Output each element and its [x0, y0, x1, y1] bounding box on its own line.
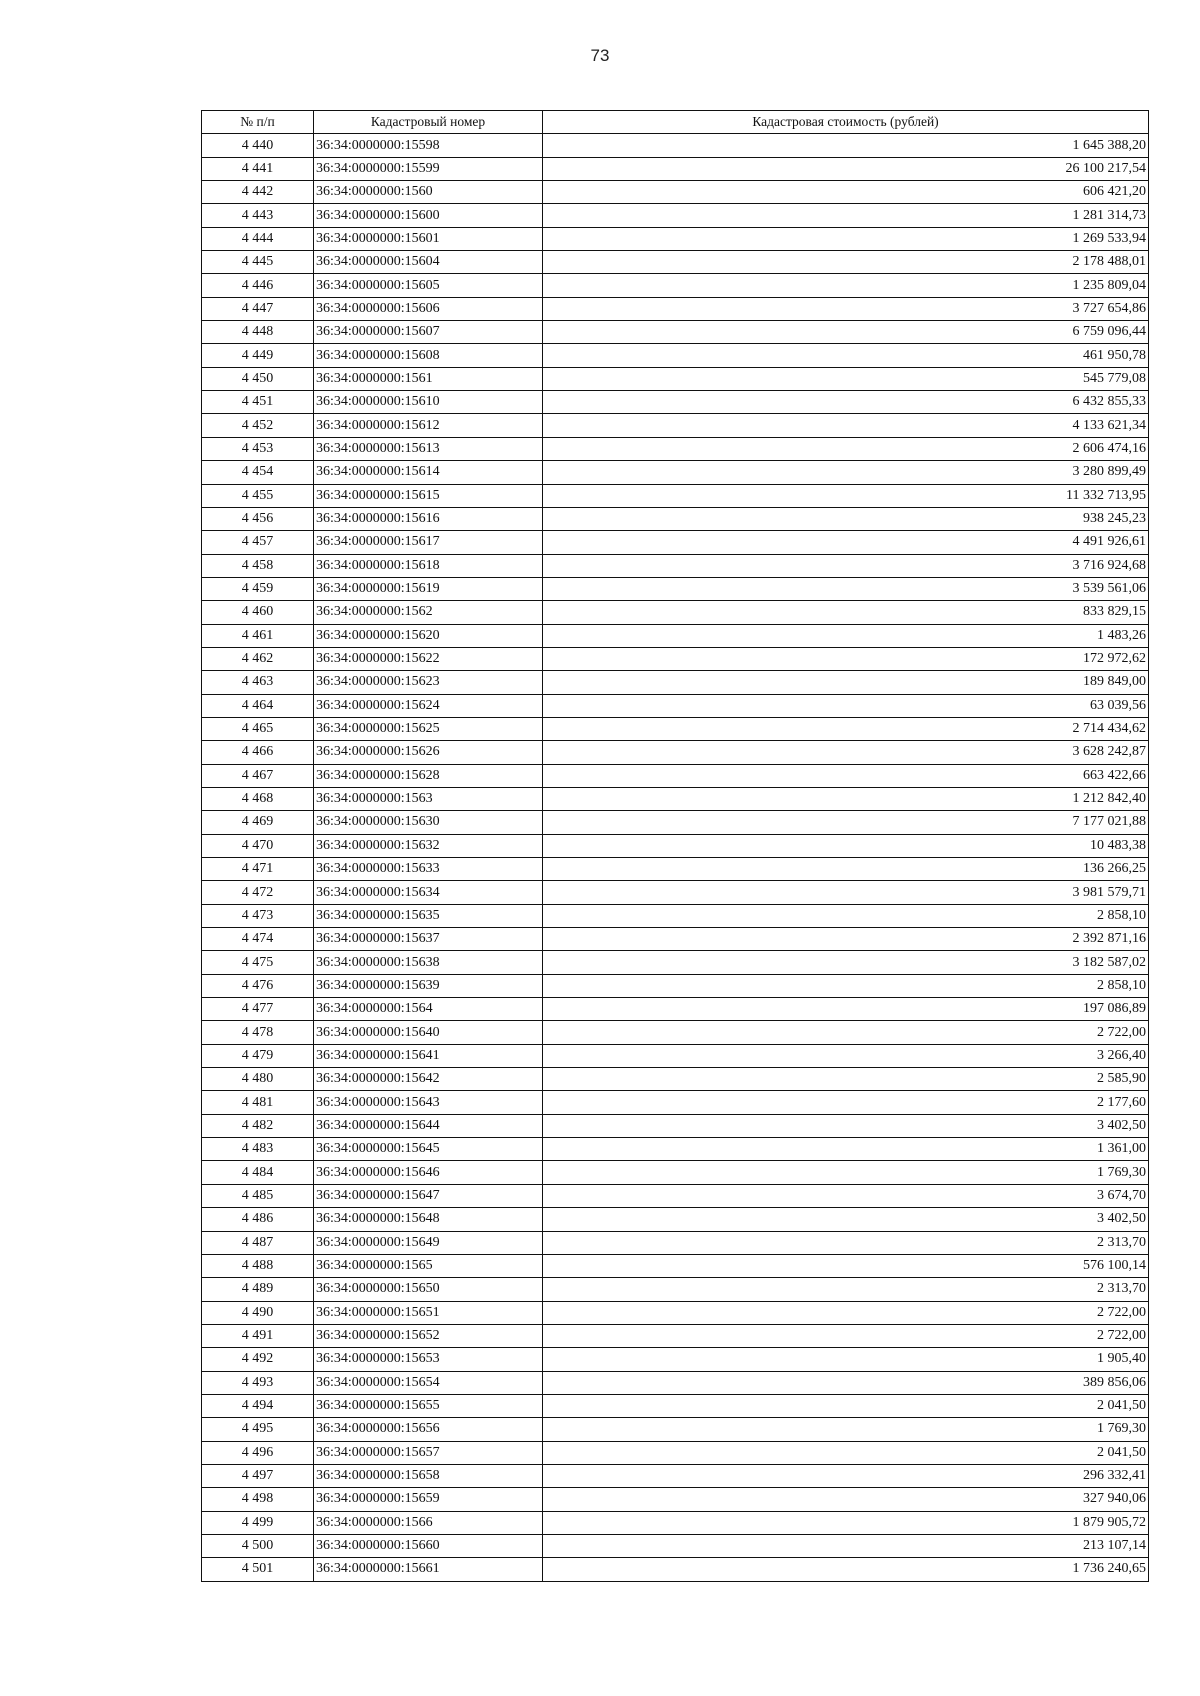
cadastral-number: 36:34:0000000:15616 — [314, 507, 543, 530]
cadastral-number: 36:34:0000000:15632 — [314, 834, 543, 857]
cadastral-number: 36:34:0000000:15619 — [314, 577, 543, 600]
row-number: 4 480 — [202, 1068, 314, 1091]
table-row — [202, 1558, 1149, 1581]
cadastral-number: 36:34:0000000:15651 — [314, 1301, 543, 1324]
table-row — [202, 1488, 1149, 1511]
table-row — [202, 951, 1149, 974]
cadastral-cost: 576 100,14 — [543, 1254, 1149, 1277]
row-number: 4 451 — [202, 391, 314, 414]
row-number: 4 453 — [202, 437, 314, 460]
cadastral-number: 36:34:0000000:15652 — [314, 1324, 543, 1347]
row-number: 4 454 — [202, 461, 314, 484]
table-row — [202, 274, 1149, 297]
table-row — [202, 717, 1149, 740]
cadastral-number: 36:34:0000000:15659 — [314, 1488, 543, 1511]
table-row — [202, 1114, 1149, 1137]
table-row — [202, 1371, 1149, 1394]
cadastral-cost: 2 041,50 — [543, 1441, 1149, 1464]
table-row — [202, 1534, 1149, 1557]
table-row — [202, 1091, 1149, 1114]
cadastral-number: 36:34:0000000:15613 — [314, 437, 543, 460]
row-number: 4 473 — [202, 904, 314, 927]
table-row — [202, 1161, 1149, 1184]
cadastral-number: 36:34:0000000:15646 — [314, 1161, 543, 1184]
table-row — [202, 1208, 1149, 1231]
cadastral-number: 36:34:0000000:15622 — [314, 647, 543, 670]
table-row — [202, 741, 1149, 764]
cadastral-cost: 1 212 842,40 — [543, 787, 1149, 810]
cadastral-cost: 172 972,62 — [543, 647, 1149, 670]
cadastral-cost: 10 483,38 — [543, 834, 1149, 857]
row-number: 4 446 — [202, 274, 314, 297]
cadastral-number: 36:34:0000000:15661 — [314, 1558, 543, 1581]
row-number: 4 455 — [202, 484, 314, 507]
table-row — [202, 414, 1149, 437]
table-row — [202, 507, 1149, 530]
cadastral-cost: 4 133 621,34 — [543, 414, 1149, 437]
table-row — [202, 671, 1149, 694]
cadastral-cost: 389 856,06 — [543, 1371, 1149, 1394]
cadastral-table-container — [201, 110, 1148, 1582]
table-row — [202, 577, 1149, 600]
row-number: 4 469 — [202, 811, 314, 834]
cadastral-number: 36:34:0000000:15653 — [314, 1348, 543, 1371]
cadastral-cost: 7 177 021,88 — [543, 811, 1149, 834]
table-row — [202, 344, 1149, 367]
table-row — [202, 998, 1149, 1021]
cadastral-cost: 3 402,50 — [543, 1208, 1149, 1231]
table-row — [202, 834, 1149, 857]
table-row — [202, 974, 1149, 997]
row-number: 4 440 — [202, 134, 314, 157]
cadastral-cost: 1 281 314,73 — [543, 204, 1149, 227]
table-row — [202, 764, 1149, 787]
cadastral-number: 36:34:0000000:15650 — [314, 1278, 543, 1301]
cadastral-cost: 26 100 217,54 — [543, 157, 1149, 180]
cadastral-number: 36:34:0000000:15605 — [314, 274, 543, 297]
cadastral-cost: 3 280 899,49 — [543, 461, 1149, 484]
cadastral-cost: 3 266,40 — [543, 1044, 1149, 1067]
row-number: 4 462 — [202, 647, 314, 670]
header-number: № п/п — [202, 111, 314, 134]
row-number: 4 485 — [202, 1184, 314, 1207]
cadastral-cost: 1 645 388,20 — [543, 134, 1149, 157]
table-row — [202, 251, 1149, 274]
cadastral-number: 36:34:0000000:15655 — [314, 1394, 543, 1417]
table-row — [202, 554, 1149, 577]
table-row — [202, 1441, 1149, 1464]
cadastral-cost: 2 722,00 — [543, 1324, 1149, 1347]
cadastral-number: 36:34:0000000:1564 — [314, 998, 543, 1021]
cadastral-cost: 213 107,14 — [543, 1534, 1149, 1557]
cadastral-number: 36:34:0000000:15617 — [314, 531, 543, 554]
row-number: 4 489 — [202, 1278, 314, 1301]
row-number: 4 447 — [202, 297, 314, 320]
cadastral-number: 36:34:0000000:15649 — [314, 1231, 543, 1254]
cadastral-cost: 3 539 561,06 — [543, 577, 1149, 600]
cadastral-number: 36:34:0000000:1563 — [314, 787, 543, 810]
cadastral-number: 36:34:0000000:15648 — [314, 1208, 543, 1231]
cadastral-number: 36:34:0000000:1561 — [314, 367, 543, 390]
cadastral-cost: 1 269 533,94 — [543, 227, 1149, 250]
row-number: 4 444 — [202, 227, 314, 250]
table-row — [202, 1464, 1149, 1487]
cadastral-number: 36:34:0000000:15630 — [314, 811, 543, 834]
cadastral-cost: 296 332,41 — [543, 1464, 1149, 1487]
row-number: 4 463 — [202, 671, 314, 694]
cadastral-cost: 2 585,90 — [543, 1068, 1149, 1091]
table-row — [202, 1394, 1149, 1417]
table-row — [202, 1138, 1149, 1161]
cadastral-number: 36:34:0000000:15658 — [314, 1464, 543, 1487]
cadastral-number: 36:34:0000000:15634 — [314, 881, 543, 904]
header-row — [202, 111, 1149, 134]
cadastral-number: 36:34:0000000:15643 — [314, 1091, 543, 1114]
row-number: 4 471 — [202, 858, 314, 881]
row-number: 4 492 — [202, 1348, 314, 1371]
cadastral-cost: 327 940,06 — [543, 1488, 1149, 1511]
cadastral-cost: 2 177,60 — [543, 1091, 1149, 1114]
table-row — [202, 904, 1149, 927]
row-number: 4 487 — [202, 1231, 314, 1254]
row-number: 4 472 — [202, 881, 314, 904]
table-row — [202, 624, 1149, 647]
row-number: 4 478 — [202, 1021, 314, 1044]
cadastral-number: 36:34:0000000:15638 — [314, 951, 543, 974]
cadastral-cost: 1 483,26 — [543, 624, 1149, 647]
table-row — [202, 858, 1149, 881]
row-number: 4 500 — [202, 1534, 314, 1557]
cadastral-cost: 63 039,56 — [543, 694, 1149, 717]
cadastral-number: 36:34:0000000:15640 — [314, 1021, 543, 1044]
row-number: 4 490 — [202, 1301, 314, 1324]
row-number: 4 477 — [202, 998, 314, 1021]
cadastral-cost: 2 722,00 — [543, 1021, 1149, 1044]
cadastral-cost: 6 432 855,33 — [543, 391, 1149, 414]
row-number: 4 460 — [202, 601, 314, 624]
cadastral-number: 36:34:0000000:15608 — [314, 344, 543, 367]
row-number: 4 452 — [202, 414, 314, 437]
table-row — [202, 1418, 1149, 1441]
cadastral-number: 36:34:0000000:15644 — [314, 1114, 543, 1137]
table-row — [202, 601, 1149, 624]
cadastral-cost: 3 402,50 — [543, 1114, 1149, 1137]
table-row — [202, 367, 1149, 390]
table-row — [202, 881, 1149, 904]
row-number: 4 483 — [202, 1138, 314, 1161]
cadastral-number: 36:34:0000000:15615 — [314, 484, 543, 507]
cadastral-cost: 6 759 096,44 — [543, 321, 1149, 344]
cadastral-number: 36:34:0000000:15654 — [314, 1371, 543, 1394]
header-cadastral-cost: Кадастровая стоимость (рублей) — [543, 111, 1149, 134]
cadastral-cost: 461 950,78 — [543, 344, 1149, 367]
table-row — [202, 157, 1149, 180]
cadastral-number: 36:34:0000000:15657 — [314, 1441, 543, 1464]
table-row — [202, 1021, 1149, 1044]
table-row — [202, 134, 1149, 157]
cadastral-number: 36:34:0000000:1562 — [314, 601, 543, 624]
cadastral-cost: 1 736 240,65 — [543, 1558, 1149, 1581]
table-row — [202, 1348, 1149, 1371]
cadastral-number: 36:34:0000000:15604 — [314, 251, 543, 274]
cadastral-cost: 2 714 434,62 — [543, 717, 1149, 740]
cadastral-cost: 189 849,00 — [543, 671, 1149, 694]
cadastral-cost: 2 858,10 — [543, 904, 1149, 927]
table-row — [202, 391, 1149, 414]
row-number: 4 474 — [202, 928, 314, 951]
table-row — [202, 1254, 1149, 1277]
cadastral-number: 36:34:0000000:1566 — [314, 1511, 543, 1534]
row-number: 4 466 — [202, 741, 314, 764]
table-row — [202, 928, 1149, 951]
row-number: 4 442 — [202, 181, 314, 204]
cadastral-cost: 1 905,40 — [543, 1348, 1149, 1371]
cadastral-cost: 3 981 579,71 — [543, 881, 1149, 904]
cadastral-cost: 2 606 474,16 — [543, 437, 1149, 460]
cadastral-cost: 1 879 905,72 — [543, 1511, 1149, 1534]
cadastral-cost: 2 041,50 — [543, 1394, 1149, 1417]
row-number: 4 497 — [202, 1464, 314, 1487]
cadastral-cost: 663 422,66 — [543, 764, 1149, 787]
table-header — [202, 111, 1149, 134]
row-number: 4 493 — [202, 1371, 314, 1394]
cadastral-cost: 136 266,25 — [543, 858, 1149, 881]
cadastral-cost: 1 769,30 — [543, 1161, 1149, 1184]
cadastral-number: 36:34:0000000:15610 — [314, 391, 543, 414]
cadastral-number: 36:34:0000000:15618 — [314, 554, 543, 577]
cadastral-number: 36:34:0000000:15645 — [314, 1138, 543, 1161]
cadastral-cost: 606 421,20 — [543, 181, 1149, 204]
cadastral-number: 36:34:0000000:15656 — [314, 1418, 543, 1441]
table-row — [202, 1044, 1149, 1067]
cadastral-number: 36:34:0000000:15628 — [314, 764, 543, 787]
cadastral-number: 36:34:0000000:15612 — [314, 414, 543, 437]
row-number: 4 484 — [202, 1161, 314, 1184]
page-number: 73 — [590, 46, 610, 65]
cadastral-cost: 833 829,15 — [543, 601, 1149, 624]
cadastral-number: 36:34:0000000:15642 — [314, 1068, 543, 1091]
cadastral-cost: 2 313,70 — [543, 1231, 1149, 1254]
cadastral-number: 36:34:0000000:15607 — [314, 321, 543, 344]
table-row — [202, 1184, 1149, 1207]
cadastral-number: 36:34:0000000:15600 — [314, 204, 543, 227]
cadastral-number: 36:34:0000000:15606 — [314, 297, 543, 320]
row-number: 4 496 — [202, 1441, 314, 1464]
cadastral-cost: 2 722,00 — [543, 1301, 1149, 1324]
cadastral-cost: 2 858,10 — [543, 974, 1149, 997]
row-number: 4 459 — [202, 577, 314, 600]
row-number: 4 458 — [202, 554, 314, 577]
row-number: 4 482 — [202, 1114, 314, 1137]
table-row — [202, 461, 1149, 484]
cadastral-number: 36:34:0000000:15647 — [314, 1184, 543, 1207]
cadastral-number: 36:34:0000000:15623 — [314, 671, 543, 694]
cadastral-cost: 1 361,00 — [543, 1138, 1149, 1161]
cadastral-cost: 2 392 871,16 — [543, 928, 1149, 951]
table-row — [202, 204, 1149, 227]
cadastral-number: 36:34:0000000:1560 — [314, 181, 543, 204]
cadastral-table — [201, 110, 1149, 1582]
cadastral-cost: 938 245,23 — [543, 507, 1149, 530]
cadastral-number: 36:34:0000000:15620 — [314, 624, 543, 647]
row-number: 4 465 — [202, 717, 314, 740]
table-row — [202, 181, 1149, 204]
cadastral-cost: 197 086,89 — [543, 998, 1149, 1021]
row-number: 4 491 — [202, 1324, 314, 1347]
row-number: 4 498 — [202, 1488, 314, 1511]
table-row — [202, 1068, 1149, 1091]
cadastral-number: 36:34:0000000:15625 — [314, 717, 543, 740]
header-cadastral-number: Кадастровый номер — [314, 111, 543, 134]
row-number: 4 476 — [202, 974, 314, 997]
cadastral-number: 36:34:0000000:15624 — [314, 694, 543, 717]
row-number: 4 470 — [202, 834, 314, 857]
row-number: 4 475 — [202, 951, 314, 974]
row-number: 4 486 — [202, 1208, 314, 1231]
row-number: 4 441 — [202, 157, 314, 180]
cadastral-cost: 3 716 924,68 — [543, 554, 1149, 577]
table-row — [202, 484, 1149, 507]
cadastral-cost: 3 628 242,87 — [543, 741, 1149, 764]
row-number: 4 443 — [202, 204, 314, 227]
cadastral-number: 36:34:0000000:15601 — [314, 227, 543, 250]
table-row — [202, 437, 1149, 460]
table-row — [202, 321, 1149, 344]
cadastral-number: 36:34:0000000:15614 — [314, 461, 543, 484]
cadastral-number: 36:34:0000000:15633 — [314, 858, 543, 881]
table-row — [202, 1278, 1149, 1301]
row-number: 4 461 — [202, 624, 314, 647]
cadastral-number: 36:34:0000000:15641 — [314, 1044, 543, 1067]
cadastral-cost: 4 491 926,61 — [543, 531, 1149, 554]
table-row — [202, 531, 1149, 554]
cadastral-number: 36:34:0000000:15660 — [314, 1534, 543, 1557]
cadastral-cost: 1 769,30 — [543, 1418, 1149, 1441]
row-number: 4 456 — [202, 507, 314, 530]
row-number: 4 445 — [202, 251, 314, 274]
table-row — [202, 694, 1149, 717]
cadastral-number: 36:34:0000000:1565 — [314, 1254, 543, 1277]
row-number: 4 448 — [202, 321, 314, 344]
cadastral-cost: 3 674,70 — [543, 1184, 1149, 1207]
row-number: 4 481 — [202, 1091, 314, 1114]
row-number: 4 468 — [202, 787, 314, 810]
cadastral-number: 36:34:0000000:15626 — [314, 741, 543, 764]
cadastral-number: 36:34:0000000:15637 — [314, 928, 543, 951]
row-number: 4 457 — [202, 531, 314, 554]
cadastral-number: 36:34:0000000:15598 — [314, 134, 543, 157]
row-number: 4 467 — [202, 764, 314, 787]
row-number: 4 464 — [202, 694, 314, 717]
table-row — [202, 1324, 1149, 1347]
row-number: 4 488 — [202, 1254, 314, 1277]
table-row — [202, 297, 1149, 320]
row-number: 4 450 — [202, 367, 314, 390]
row-number: 4 479 — [202, 1044, 314, 1067]
cadastral-number: 36:34:0000000:15635 — [314, 904, 543, 927]
row-number: 4 499 — [202, 1511, 314, 1534]
table-row — [202, 811, 1149, 834]
cadastral-cost: 11 332 713,95 — [543, 484, 1149, 507]
table-row — [202, 227, 1149, 250]
cadastral-number: 36:34:0000000:15599 — [314, 157, 543, 180]
cadastral-cost: 3 727 654,86 — [543, 297, 1149, 320]
cadastral-cost: 2 178 488,01 — [543, 251, 1149, 274]
table-row — [202, 1511, 1149, 1534]
table-row — [202, 787, 1149, 810]
row-number: 4 449 — [202, 344, 314, 367]
cadastral-number: 36:34:0000000:15639 — [314, 974, 543, 997]
cadastral-cost: 3 182 587,02 — [543, 951, 1149, 974]
table-row — [202, 647, 1149, 670]
table-row — [202, 1301, 1149, 1324]
row-number: 4 494 — [202, 1394, 314, 1417]
row-number: 4 501 — [202, 1558, 314, 1581]
cadastral-cost: 1 235 809,04 — [543, 274, 1149, 297]
table-body — [202, 134, 1149, 1581]
cadastral-cost: 545 779,08 — [543, 367, 1149, 390]
table-row — [202, 1231, 1149, 1254]
cadastral-cost: 2 313,70 — [543, 1278, 1149, 1301]
row-number: 4 495 — [202, 1418, 314, 1441]
